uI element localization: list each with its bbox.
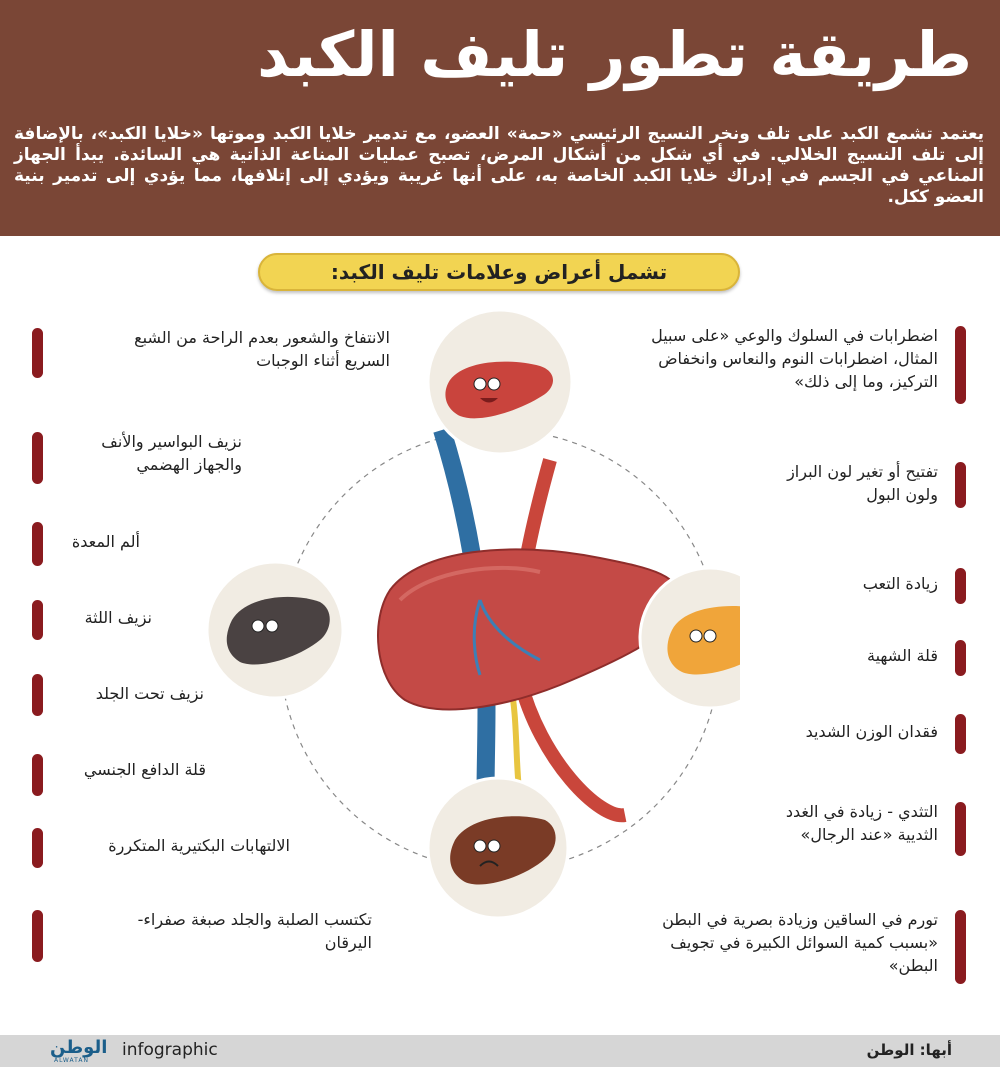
section-title-pill — [258, 253, 740, 291]
symptom-text: ألم المعدة — [71, 532, 140, 551]
bullet-bar — [32, 432, 43, 484]
page-title: طريقة تطور تليف الكبد — [257, 18, 972, 91]
bullet-bar — [32, 328, 43, 378]
footer-tag: infographic — [122, 1040, 218, 1060]
bullet-bar — [955, 326, 966, 404]
intro-paragraph: يعتمد تشمع الكبد على تلف ونخر النسيج الرئيسي «حمة» العضو، مع تدمير خلايا الكبد وموتها «خلايا الكبد»، بالإضافة إلى تلف النسيج الخلالي. في أي شكل من أشكال المرض، تصبح عمليات المناعة الذاتية هي السائدة. يبدأ الجهاز المناعي في الجسم في إدراك خلايا الكبد الخاصة به، على أنها غريبة ويؤدي إلى إتلافها، مما يؤدي إلى تدمير بنية العضو ككل. — [14, 124, 984, 207]
section-title: تشمل أعراض وعلامات تليف الكبد: — [330, 260, 668, 284]
bullet-bar — [32, 522, 43, 566]
symptom-text: نزيف البواسير والأنف والجهاز الهضمي — [101, 432, 242, 474]
bullet-bar — [955, 568, 966, 604]
bullet-bar — [955, 802, 966, 856]
bullet-bar — [955, 462, 966, 508]
bullet-bar — [955, 910, 966, 984]
symptom-text: تورم في الساقين وزيادة بصرية في البطن «بسبب كمية السوائل الكبيرة في تجويف البطن» — [662, 910, 938, 975]
bullet-bar — [955, 640, 966, 676]
bullet-bar — [955, 714, 966, 754]
symptom-text: قلة الشهية — [867, 646, 938, 665]
logo-arabic: الوطن — [50, 1037, 108, 1058]
symptom-text: الانتفاخ والشعور بعدم الراحة من الشبع السريع أثناء الوجبات — [134, 328, 390, 370]
bullet-bar — [32, 828, 43, 868]
symptom-text: نزيف اللثة — [84, 608, 152, 627]
bullet-bar — [32, 754, 43, 796]
symptom-text: التثدي - زيادة في الغدد الثديية «عند الرجال» — [785, 802, 938, 844]
main-liver — [378, 549, 680, 709]
footer-source: أبها: الوطن — [866, 1041, 952, 1059]
symptom-text: فقدان الوزن الشديد — [805, 722, 938, 741]
symptom-text: الالتهابات البكتيرية المتكررة — [108, 836, 290, 855]
symptom-text: قلة الدافع الجنسي — [83, 760, 206, 779]
alwatan-logo — [50, 1037, 108, 1064]
header-banner — [0, 0, 1000, 236]
footer — [0, 1035, 1000, 1067]
symptom-text: اضطرابات في السلوك والوعي «على سبيل المثال، اضطرابات النوم والنعاس وانخفاض التركيز، وما إلى ذلك» — [651, 326, 938, 391]
bullet-bar — [32, 674, 43, 716]
symptom-text: نزيف تحت الجلد — [95, 684, 204, 703]
symptom-text: زيادة التعب — [862, 574, 938, 593]
bullet-bar — [32, 910, 43, 962]
liver-illustration — [180, 300, 740, 1060]
bullet-bar — [32, 600, 43, 640]
symptom-text: تفتيح أو تغير لون البراز ولون البول — [787, 462, 938, 504]
logo-english: ALWATAN — [54, 1057, 89, 1064]
symptom-text: تكتسب الصلبة والجلد صبغة صفراء- اليرقان — [137, 910, 372, 952]
